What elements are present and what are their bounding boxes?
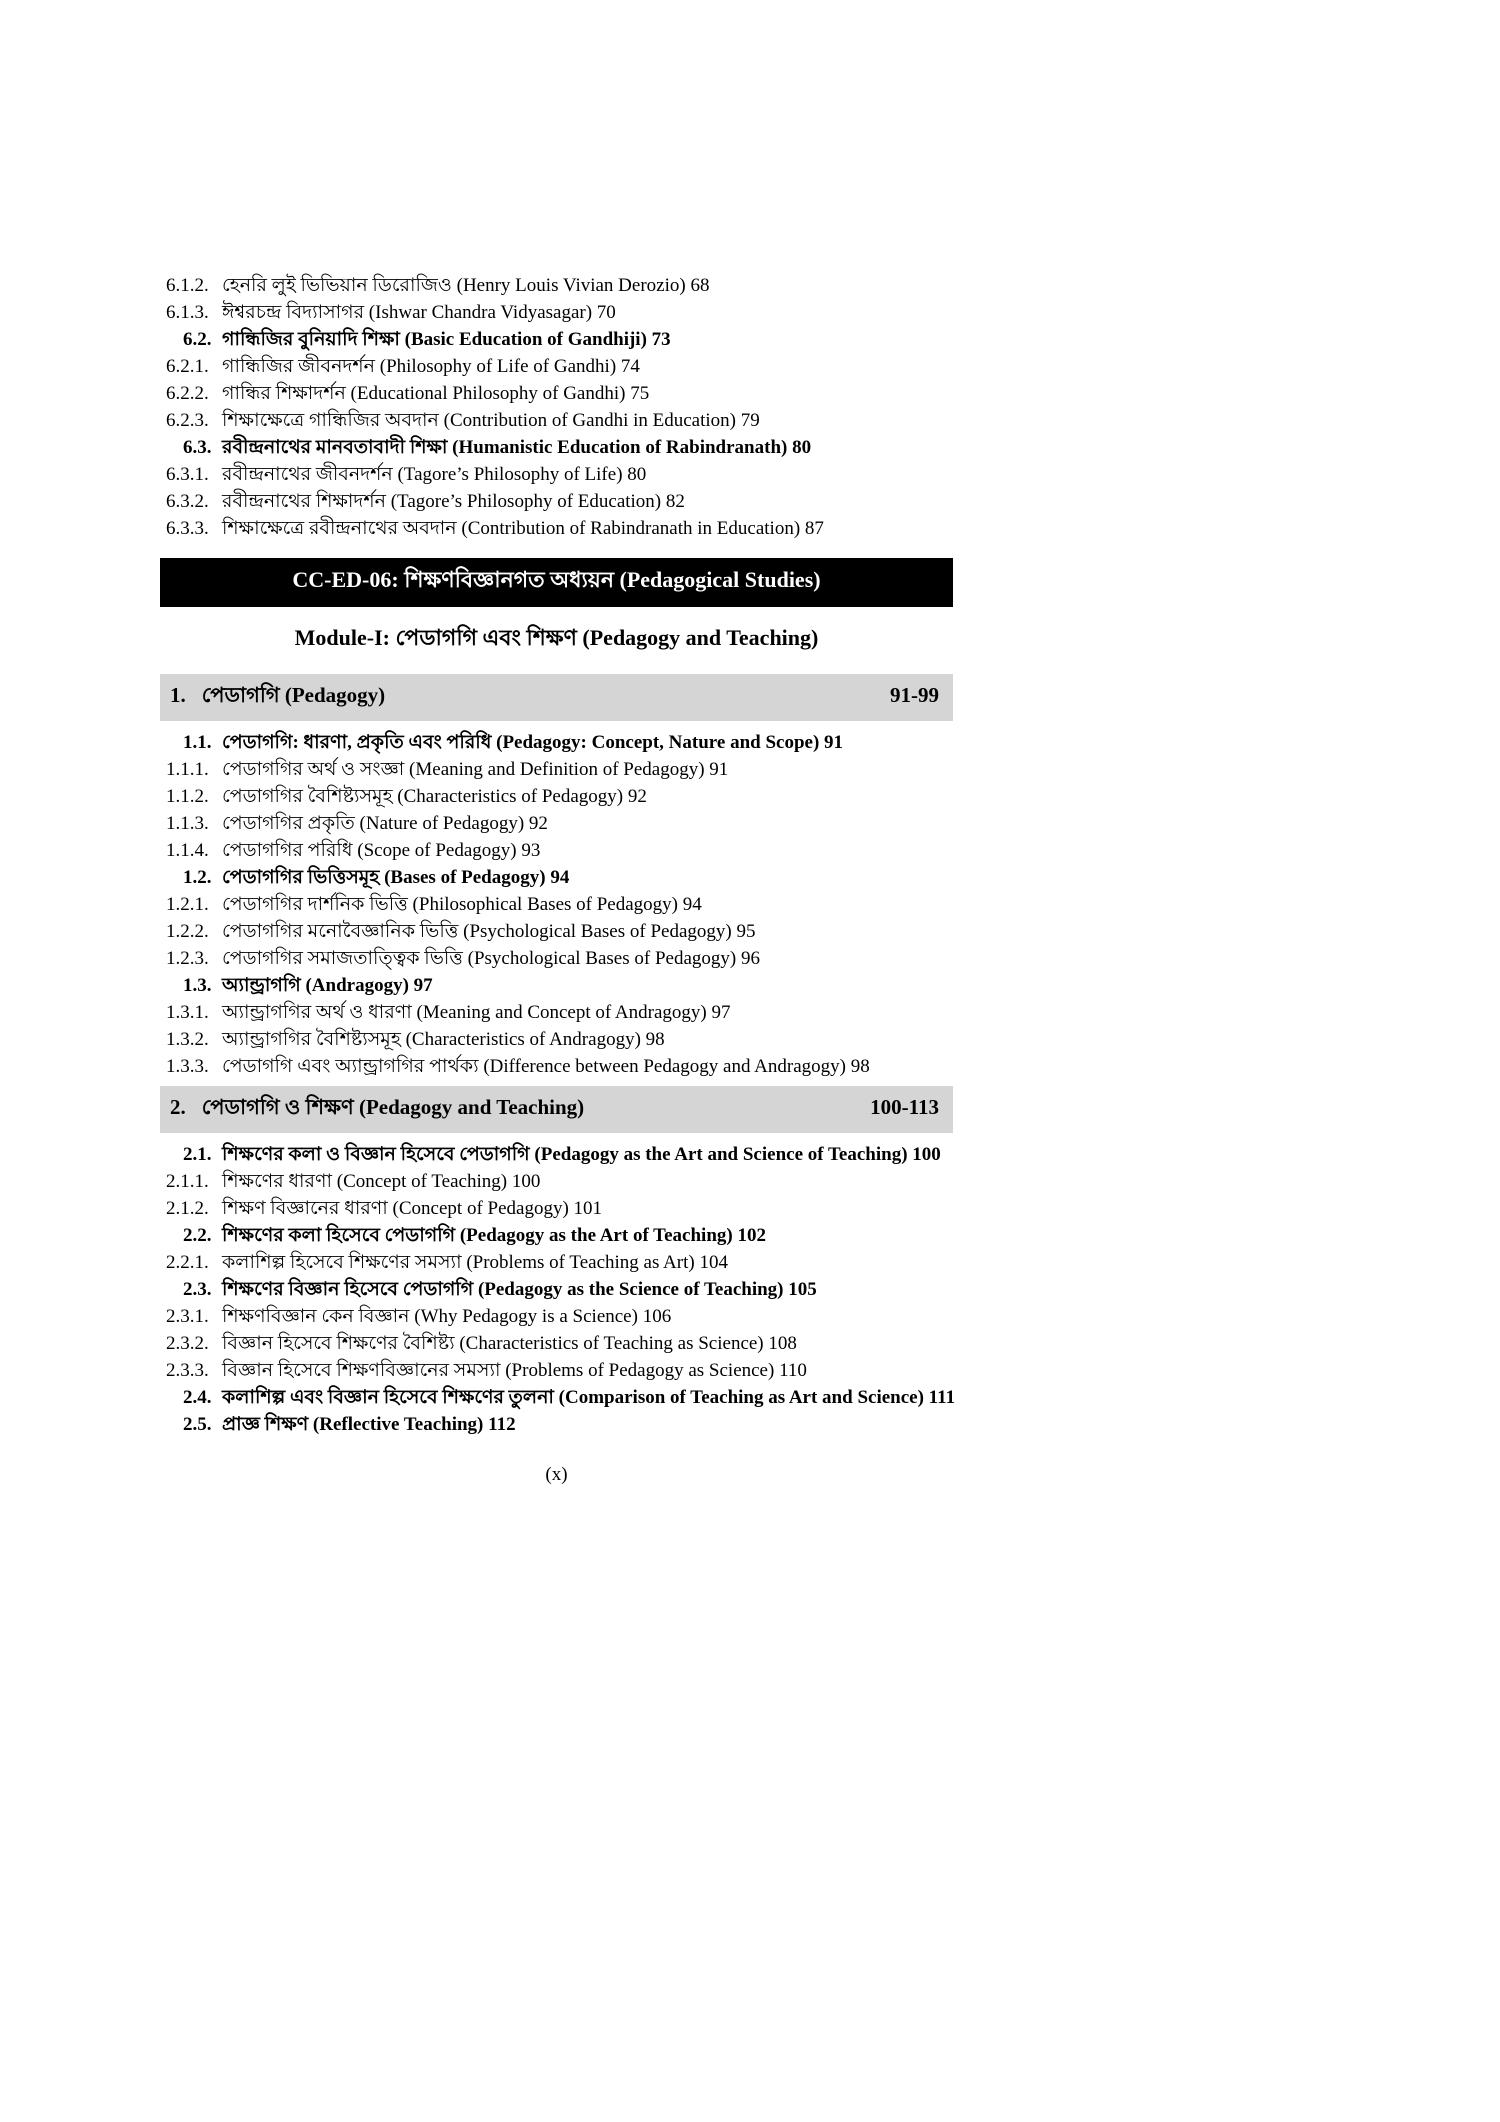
toc-item-6-3-3 bbox=[160, 515, 953, 542]
toc-item-text: পেডাগগির প্রকৃতি (Nature of Pedagogy) 92 bbox=[222, 813, 548, 834]
toc-item-6-3-1 bbox=[160, 461, 953, 488]
toc-item-text: পেডাগগির পরিধি (Scope of Pedagogy) 93 bbox=[222, 840, 541, 861]
toc-item-text: রবীন্দ্রনাথের মানবতাবাদী শিক্ষা (Humanistic Education of Rabindranath) 80 bbox=[222, 437, 812, 458]
section-number: 2. bbox=[170, 1095, 186, 1119]
toc-item-2-2-1 bbox=[160, 1249, 953, 1276]
toc-item-number: 2.4. bbox=[183, 1387, 212, 1408]
toc-item-number: 2.3.2. bbox=[166, 1333, 209, 1354]
toc-item-2-3-3 bbox=[160, 1357, 953, 1384]
toc-section-2 bbox=[160, 1086, 956, 1438]
toc-item-2-1-2 bbox=[160, 1195, 953, 1222]
toc-item-number: 1.1.2. bbox=[166, 786, 209, 807]
section-title bbox=[170, 679, 385, 714]
toc-item-1-2-3 bbox=[160, 945, 953, 972]
toc-item-number: 2.2. bbox=[183, 1225, 212, 1246]
toc-item-2-3-2 bbox=[160, 1330, 953, 1357]
toc-item-number: 1.1. bbox=[183, 732, 212, 753]
toc-item-number: 1.1.3. bbox=[166, 813, 209, 834]
toc-item-1-1-4 bbox=[160, 837, 953, 864]
section-header bbox=[160, 1086, 953, 1133]
toc-item-1-1 bbox=[160, 729, 953, 756]
toc-item-number: 2.3.1. bbox=[166, 1306, 209, 1327]
toc-item-text: গান্ধিজির বুনিয়াদি শিক্ষা (Basic Education of Gandhiji) 73 bbox=[222, 329, 671, 350]
toc-item-6-3 bbox=[160, 434, 953, 461]
toc-item-text: হেনরি লুই ভিভিয়ান ডিরোজিও (Henry Louis Vivian Derozio) 68 bbox=[222, 275, 710, 296]
toc-item-2-3-1 bbox=[160, 1303, 953, 1330]
module-title: Module-I: পেডাগগি এবং শিক্ষণ (Pedagogy and Teaching) bbox=[294, 625, 819, 650]
toc-item-1-1-2 bbox=[160, 783, 953, 810]
toc-item-2-5 bbox=[160, 1411, 953, 1438]
toc-item-text: ঈশ্বরচন্দ্র বিদ্যাসাগর (Ishwar Chandra Vidyasagar) 70 bbox=[222, 302, 616, 323]
toc-item-number: 6.3.1. bbox=[166, 464, 209, 485]
toc-item-text: কলাশিল্প এবং বিজ্ঞান হিসেবে শিক্ষণের তুলনা (Comparison of Teaching as Art and Science) 111 bbox=[222, 1387, 956, 1408]
toc-item-text: পেডাগগির অর্থ ও সংজ্ঞা (Meaning and Definition of Pedagogy) 91 bbox=[222, 759, 729, 780]
toc-item-number: 6.2. bbox=[183, 329, 212, 350]
toc-item-text: শিক্ষণের বিজ্ঞান হিসেবে পেডাগগি (Pedagogy as the Science of Teaching) 105 bbox=[222, 1279, 817, 1300]
toc-item-text: পেডাগগির দার্শনিক ভিত্তি (Philosophical Bases of Pedagogy) 94 bbox=[222, 894, 702, 915]
toc-item-number: 6.2.1. bbox=[166, 356, 209, 377]
toc-item-number: 6.2.2. bbox=[166, 383, 209, 404]
toc-item-6-2-3 bbox=[160, 407, 953, 434]
section-header bbox=[160, 674, 953, 721]
toc-item-number: 6.3.2. bbox=[166, 491, 209, 512]
section-title-text: পেডাগগি ও শিক্ষণ (Pedagogy and Teaching) bbox=[201, 1095, 585, 1119]
toc-item-number: 6.2.3. bbox=[166, 410, 209, 431]
toc-item-text: পেডাগগি: ধারণা, প্রকৃতি এবং পরিধি (Pedagogy: Concept, Nature and Scope) 91 bbox=[222, 732, 844, 753]
toc-item-1-2-2 bbox=[160, 918, 953, 945]
toc-item-2-4 bbox=[160, 1384, 956, 1411]
section-items bbox=[160, 729, 953, 1080]
toc-item-text: বিজ্ঞান হিসেবে শিক্ষণবিজ্ঞানের সমস্যা (Problems of Pedagogy as Science) 110 bbox=[222, 1360, 807, 1381]
toc-item-number: 2.1.1. bbox=[166, 1171, 209, 1192]
toc-item-text: গান্ধিজির জীবনদর্শন (Philosophy of Life of Gandhi) 74 bbox=[222, 356, 640, 377]
toc-item-text: পেডাগগির ভিত্তিসমূহ (Bases of Pedagogy) 94 bbox=[222, 867, 570, 888]
toc-item-text: রবীন্দ্রনাথের জীবনদর্শন (Tagore’s Philosophy of Life) 80 bbox=[222, 464, 647, 485]
toc-item-1-1-1 bbox=[160, 756, 953, 783]
toc-item-text: রবীন্দ্রনাথের শিক্ষাদর্শন (Tagore’s Philosophy of Education) 82 bbox=[222, 491, 685, 512]
toc-item-number: 2.1. bbox=[183, 1144, 212, 1165]
toc-item-text: বিজ্ঞান হিসেবে শিক্ষণের বৈশিষ্ট্য (Characteristics of Teaching as Science) 108 bbox=[222, 1333, 797, 1354]
toc-item-text: পেডাগগির মনোবৈজ্ঞানিক ভিত্তি (Psychological Bases of Pedagogy) 95 bbox=[222, 921, 756, 942]
toc-item-1-3-2 bbox=[160, 1026, 953, 1053]
toc-item-text: প্রাজ্ঞ শিক্ষণ (Reflective Teaching) 112 bbox=[222, 1414, 516, 1435]
section-items bbox=[160, 1141, 956, 1438]
toc-item-number: 6.3. bbox=[183, 437, 212, 458]
section-page-range: 100-113 bbox=[870, 1095, 939, 1119]
toc-item-number: 2.1.2. bbox=[166, 1198, 209, 1219]
section-number: 1. bbox=[170, 683, 186, 707]
toc-section-1 bbox=[160, 674, 953, 1080]
toc-item-text: পেডাগগি এবং অ্যান্ড্রাগগির পার্থক্য (Difference between Pedagogy and Andragogy) 98 bbox=[222, 1056, 870, 1077]
toc-item-1-3 bbox=[160, 972, 953, 999]
toc-item-2-2 bbox=[160, 1222, 953, 1249]
toc-item-6-1-3 bbox=[160, 299, 953, 326]
toc-sections bbox=[160, 674, 956, 1438]
toc-item-2-3 bbox=[160, 1276, 953, 1303]
toc-item-number: 1.3.3. bbox=[166, 1056, 209, 1077]
toc-item-6-2-2 bbox=[160, 380, 953, 407]
toc-item-number: 1.2.1. bbox=[166, 894, 209, 915]
toc-item-1-3-3 bbox=[160, 1053, 953, 1080]
page-footer: (x) bbox=[545, 1464, 568, 1485]
section-title-text: পেডাগগি (Pedagogy) bbox=[201, 683, 386, 707]
toc-item-text: শিক্ষণবিজ্ঞান কেন বিজ্ঞান (Why Pedagogy is a Science) 106 bbox=[222, 1306, 672, 1327]
toc-item-number: 6.1.3. bbox=[166, 302, 209, 323]
toc-item-number: 1.2.3. bbox=[166, 948, 209, 969]
toc-item-number: 6.3.3. bbox=[166, 518, 209, 539]
toc-item-6-3-2 bbox=[160, 488, 953, 515]
toc-item-number: 2.5. bbox=[183, 1414, 212, 1435]
toc-item-number: 2.2.1. bbox=[166, 1252, 209, 1273]
toc-item-6-1-2 bbox=[160, 272, 953, 299]
course-banner-text: CC-ED-06: শিক্ষণবিজ্ঞানগত অধ্যয়ন (Pedagogical Studies) bbox=[292, 567, 821, 592]
toc-item-1-1-3 bbox=[160, 810, 953, 837]
toc-item-text: গান্ধির শিক্ষাদর্শন (Educational Philosophy of Gandhi) 75 bbox=[222, 383, 650, 404]
toc-item-number: 1.3.2. bbox=[166, 1029, 209, 1050]
toc-item-number: 2.3.3. bbox=[166, 1360, 209, 1381]
toc-item-6-2-1 bbox=[160, 353, 953, 380]
toc-item-number: 1.1.4. bbox=[166, 840, 209, 861]
table-of-contents bbox=[160, 272, 956, 1486]
toc-item-number: 1.1.1. bbox=[166, 759, 209, 780]
toc-pre-section-list bbox=[160, 272, 953, 542]
toc-item-6-2 bbox=[160, 326, 953, 353]
toc-item-1-2 bbox=[160, 864, 953, 891]
toc-item-text: শিক্ষাক্ষেত্রে রবীন্দ্রনাথের অবদান (Contribution of Rabindranath in Education) 87 bbox=[222, 518, 824, 539]
section-title bbox=[170, 1091, 584, 1126]
toc-item-number: 1.3.1. bbox=[166, 1002, 209, 1023]
toc-item-text: অ্যান্ড্রাগগি (Andragogy) 97 bbox=[222, 975, 433, 996]
toc-item-1-2-1 bbox=[160, 891, 953, 918]
toc-item-text: শিক্ষণের কলা ও বিজ্ঞান হিসেবে পেডাগগি (Pedagogy as the Art and Science of Teaching) 100 bbox=[222, 1144, 941, 1165]
toc-item-text: কলাশিল্প হিসেবে শিক্ষণের সমস্যা (Problems of Teaching as Art) 104 bbox=[222, 1252, 728, 1273]
toc-item-text: শিক্ষণের ধারণা (Concept of Teaching) 100 bbox=[222, 1171, 541, 1192]
toc-item-text: পেডাগগির বৈশিষ্ট্যসমূহ (Characteristics of Pedagogy) 92 bbox=[222, 786, 647, 807]
toc-item-number: 1.2.2. bbox=[166, 921, 209, 942]
toc-item-text: শিক্ষাক্ষেত্রে গান্ধিজির অবদান (Contribution of Gandhi in Education) 79 bbox=[222, 410, 760, 431]
toc-item-number: 6.1.2. bbox=[166, 275, 209, 296]
toc-item-number: 1.2. bbox=[183, 867, 212, 888]
toc-item-2-1 bbox=[160, 1141, 953, 1168]
toc-item-text: পেডাগগির সমাজতাত্ত্বিক ভিত্তি (Psychological Bases of Pedagogy) 96 bbox=[222, 948, 760, 969]
toc-item-text: শিক্ষণ বিজ্ঞানের ধারণা (Concept of Pedagogy) 101 bbox=[222, 1198, 603, 1219]
toc-item-2-1-1 bbox=[160, 1168, 953, 1195]
toc-item-number: 2.3. bbox=[183, 1279, 212, 1300]
toc-item-number: 1.3. bbox=[183, 975, 212, 996]
toc-item-text: শিক্ষণের কলা হিসেবে পেডাগগি (Pedagogy as the Art of Teaching) 102 bbox=[222, 1225, 766, 1246]
toc-item-text: অ্যান্ড্রাগগির বৈশিষ্ট্যসমূহ (Characteristics of Andragogy) 98 bbox=[222, 1029, 665, 1050]
course-banner bbox=[160, 558, 953, 607]
toc-item-text: অ্যান্ড্রাগগির অর্থ ও ধারণা (Meaning and Concept of Andragogy) 97 bbox=[222, 1002, 731, 1023]
toc-item-1-3-1 bbox=[160, 999, 953, 1026]
section-page-range: 91-99 bbox=[890, 683, 939, 707]
